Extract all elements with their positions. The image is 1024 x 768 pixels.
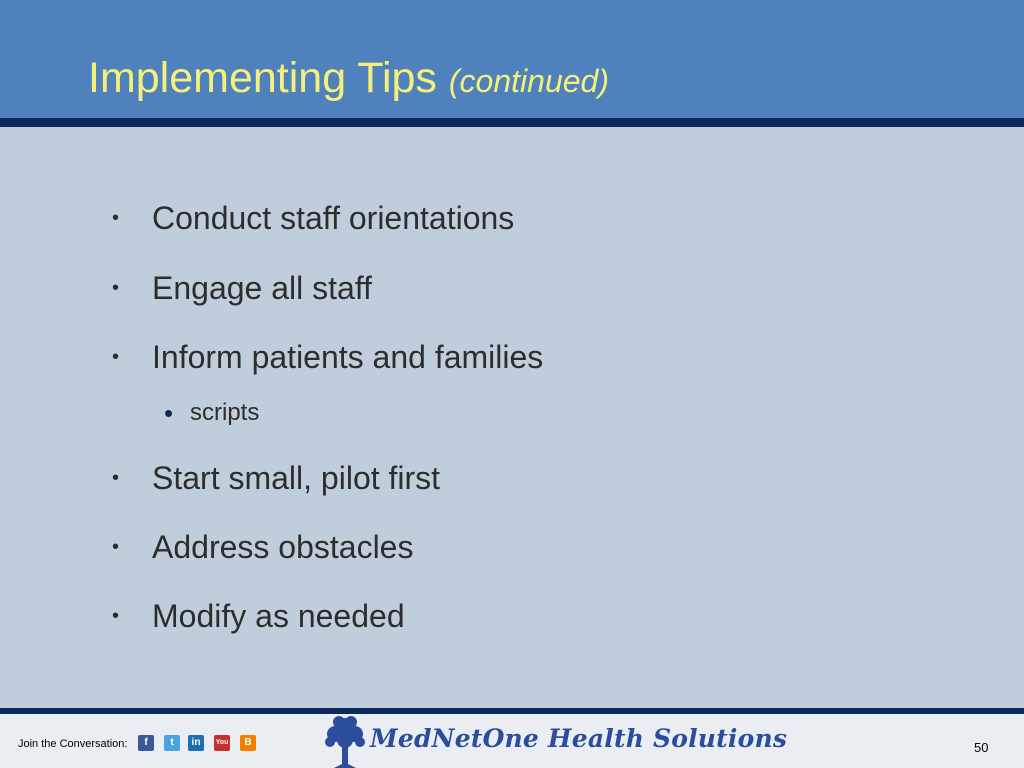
title-continued: (continued)	[448, 63, 609, 99]
bullet-text: Start small, pilot first	[152, 459, 441, 496]
bullet-marker: •	[112, 466, 120, 489]
linkedin-icon[interactable]: in	[188, 735, 204, 751]
bullet-text: Engage all staff	[152, 269, 373, 306]
bullet-text: Conduct staff orientations	[152, 199, 515, 236]
sub-bullet-text: scripts	[190, 399, 260, 426]
bullet-item	[112, 333, 543, 381]
bullet-item	[112, 523, 413, 571]
bullet-marker: •	[112, 206, 120, 229]
bullet-item	[112, 194, 514, 242]
join-conversation-label: Join the Conversation:	[18, 738, 128, 750]
brand-name: MedNetOne Health Solutions	[370, 724, 788, 753]
bullet-marker: •	[112, 604, 120, 627]
tree-logo-icon	[322, 712, 368, 768]
bullet-text: Modify as needed	[152, 597, 405, 634]
page-number: 50	[974, 740, 989, 755]
youtube-icon[interactable]: You	[214, 735, 230, 751]
bullet-marker: •	[112, 535, 120, 558]
bullet-marker: •	[112, 345, 120, 368]
twitter-icon[interactable]: t	[164, 735, 180, 751]
sub-bullet-marker: •	[164, 397, 174, 428]
bullet-text: Inform patients and families	[152, 338, 544, 375]
sub-bullet-item	[164, 396, 259, 430]
bullet-item	[112, 454, 440, 502]
facebook-icon[interactable]: f	[138, 735, 154, 751]
bullet-text: Address obstacles	[152, 528, 414, 565]
bullet-marker: •	[112, 276, 120, 299]
title-main: Implementing Tips	[88, 54, 437, 102]
bullet-item	[112, 592, 405, 640]
blogger-icon[interactable]: B	[240, 735, 256, 751]
bullet-item	[112, 264, 372, 312]
